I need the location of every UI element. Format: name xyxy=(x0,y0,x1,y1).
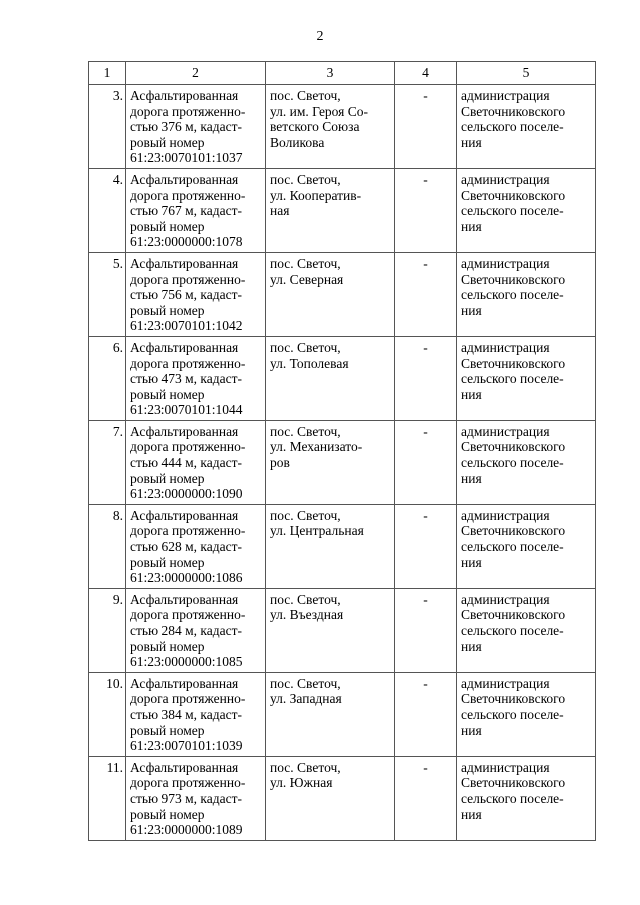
table-row xyxy=(89,85,596,169)
object-address xyxy=(266,504,395,588)
header-col-5: 5 xyxy=(457,62,596,85)
header-col-1: 1 xyxy=(89,62,126,85)
object-description-text: Асфальтированная дорога протяженно- стью 444 м, кадаст- ровый номер 61:23:0000000:1090 xyxy=(130,423,246,502)
row-number: 8. xyxy=(89,504,126,588)
property-registry-table xyxy=(88,61,596,841)
rights-holder xyxy=(457,168,596,252)
table-row xyxy=(89,588,596,672)
row-number: 7. xyxy=(89,420,126,504)
rights-holder-text: администрация Светочниковского сельского поселе- ния xyxy=(461,255,566,318)
rights-holder-text: администрация Светочниковского сельского поселе- ния xyxy=(461,423,566,486)
encumbrance: - xyxy=(395,85,457,169)
object-address-text: пос. Светоч, ул. Северная xyxy=(270,255,344,287)
table-row xyxy=(89,168,596,252)
object-address xyxy=(266,336,395,420)
header-col-4: 4 xyxy=(395,62,457,85)
rights-holder-text: администрация Светочниковского сельского поселе- ния xyxy=(461,591,566,654)
object-description xyxy=(126,252,266,336)
encumbrance: - xyxy=(395,756,457,840)
rights-holder-text: администрация Светочниковского сельского поселе- ния xyxy=(461,339,566,402)
encumbrance: - xyxy=(395,588,457,672)
table-row xyxy=(89,756,596,840)
object-description xyxy=(126,756,266,840)
rights-holder-text: администрация Светочниковского сельского поселе- ния xyxy=(461,507,566,570)
header-col-3: 3 xyxy=(266,62,395,85)
row-number: 9. xyxy=(89,588,126,672)
rights-holder-text: администрация Светочниковского сельского поселе- ния xyxy=(461,675,566,738)
object-description-text: Асфальтированная дорога протяженно- стью 384 м, кадаст- ровый номер 61:23:0070101:1039 xyxy=(130,675,246,754)
row-number: 6. xyxy=(89,336,126,420)
rights-holder xyxy=(457,672,596,756)
table-row xyxy=(89,336,596,420)
row-number: 10. xyxy=(89,672,126,756)
rights-holder-text: администрация Светочниковского сельского поселе- ния xyxy=(461,88,566,150)
object-address xyxy=(266,672,395,756)
rights-holder xyxy=(457,504,596,588)
row-number: 3. xyxy=(89,85,126,169)
object-description-text: Асфальтированная дорога протяженно- стью 376 м, кадаст- ровый номер 61:23:0070101:1037 xyxy=(130,88,246,166)
rights-holder xyxy=(457,420,596,504)
object-description xyxy=(126,672,266,756)
row-number: 5. xyxy=(89,252,126,336)
object-address xyxy=(266,168,395,252)
object-description xyxy=(126,168,266,252)
rights-holder xyxy=(457,588,596,672)
rights-holder-text: администрация Светочниковского сельского поселе- ния xyxy=(461,759,566,822)
object-address-text: пос. Светоч, ул. Въездная xyxy=(270,591,344,623)
object-description-text: Асфальтированная дорога протяженно- стью 756 м, кадаст- ровый номер 61:23:0070101:1042 xyxy=(130,255,246,334)
encumbrance: - xyxy=(395,168,457,252)
object-description-text: Асфальтированная дорога протяженно- стью 284 м, кадаст- ровый номер 61:23:0000000:1085 xyxy=(130,591,246,670)
table-row xyxy=(89,672,596,756)
table-row xyxy=(89,420,596,504)
rights-holder xyxy=(457,756,596,840)
rights-holder xyxy=(457,85,596,169)
object-address-text: пос. Светоч, ул. Тополевая xyxy=(270,339,349,371)
object-description-text: Асфальтированная дорога протяженно- стью 973 м, кадаст- ровый номер 61:23:0000000:1089 xyxy=(130,759,246,838)
object-address-text: пос. Светоч, ул. Кооператив- ная xyxy=(270,171,362,219)
encumbrance: - xyxy=(395,420,457,504)
row-number: 11. xyxy=(89,756,126,840)
object-description xyxy=(126,588,266,672)
object-address-text: пос. Светоч, ул. Центральная xyxy=(270,507,364,539)
row-number: 4. xyxy=(89,168,126,252)
rights-holder xyxy=(457,252,596,336)
object-address-text: пос. Светоч, ул. Западная xyxy=(270,675,342,707)
object-description xyxy=(126,85,266,169)
encumbrance: - xyxy=(395,336,457,420)
object-address-text: пос. Светоч, ул. им. Героя Со- ветского Союза Воликова xyxy=(270,88,369,150)
object-description xyxy=(126,420,266,504)
encumbrance: - xyxy=(395,252,457,336)
table-row xyxy=(89,252,596,336)
encumbrance: - xyxy=(395,504,457,588)
object-address xyxy=(266,85,395,169)
object-description-text: Асфальтированная дорога протяженно- стью 473 м, кадаст- ровый номер 61:23:0070101:1044 xyxy=(130,339,246,418)
object-address-text: пос. Светоч, ул. Южная xyxy=(270,759,341,791)
object-address xyxy=(266,588,395,672)
page-number: 2 xyxy=(316,29,324,44)
encumbrance: - xyxy=(395,672,457,756)
object-address xyxy=(266,756,395,840)
header-col-2: 2 xyxy=(126,62,266,85)
rights-holder-text: администрация Светочниковского сельского поселе- ния xyxy=(461,171,566,234)
table-row xyxy=(89,504,596,588)
object-address-text: пос. Светоч, ул. Механизато- ров xyxy=(270,423,363,471)
object-description-text: Асфальтированная дорога протяженно- стью 628 м, кадаст- ровый номер 61:23:0000000:1086 xyxy=(130,507,246,586)
object-description xyxy=(126,336,266,420)
table-body xyxy=(89,85,596,841)
rights-holder xyxy=(457,336,596,420)
object-description xyxy=(126,504,266,588)
object-description-text: Асфальтированная дорога протяженно- стью 767 м, кадаст- ровый номер 61:23:0000000:1078 xyxy=(130,171,246,250)
object-address xyxy=(266,252,395,336)
table-header-row xyxy=(89,62,596,85)
object-address xyxy=(266,420,395,504)
